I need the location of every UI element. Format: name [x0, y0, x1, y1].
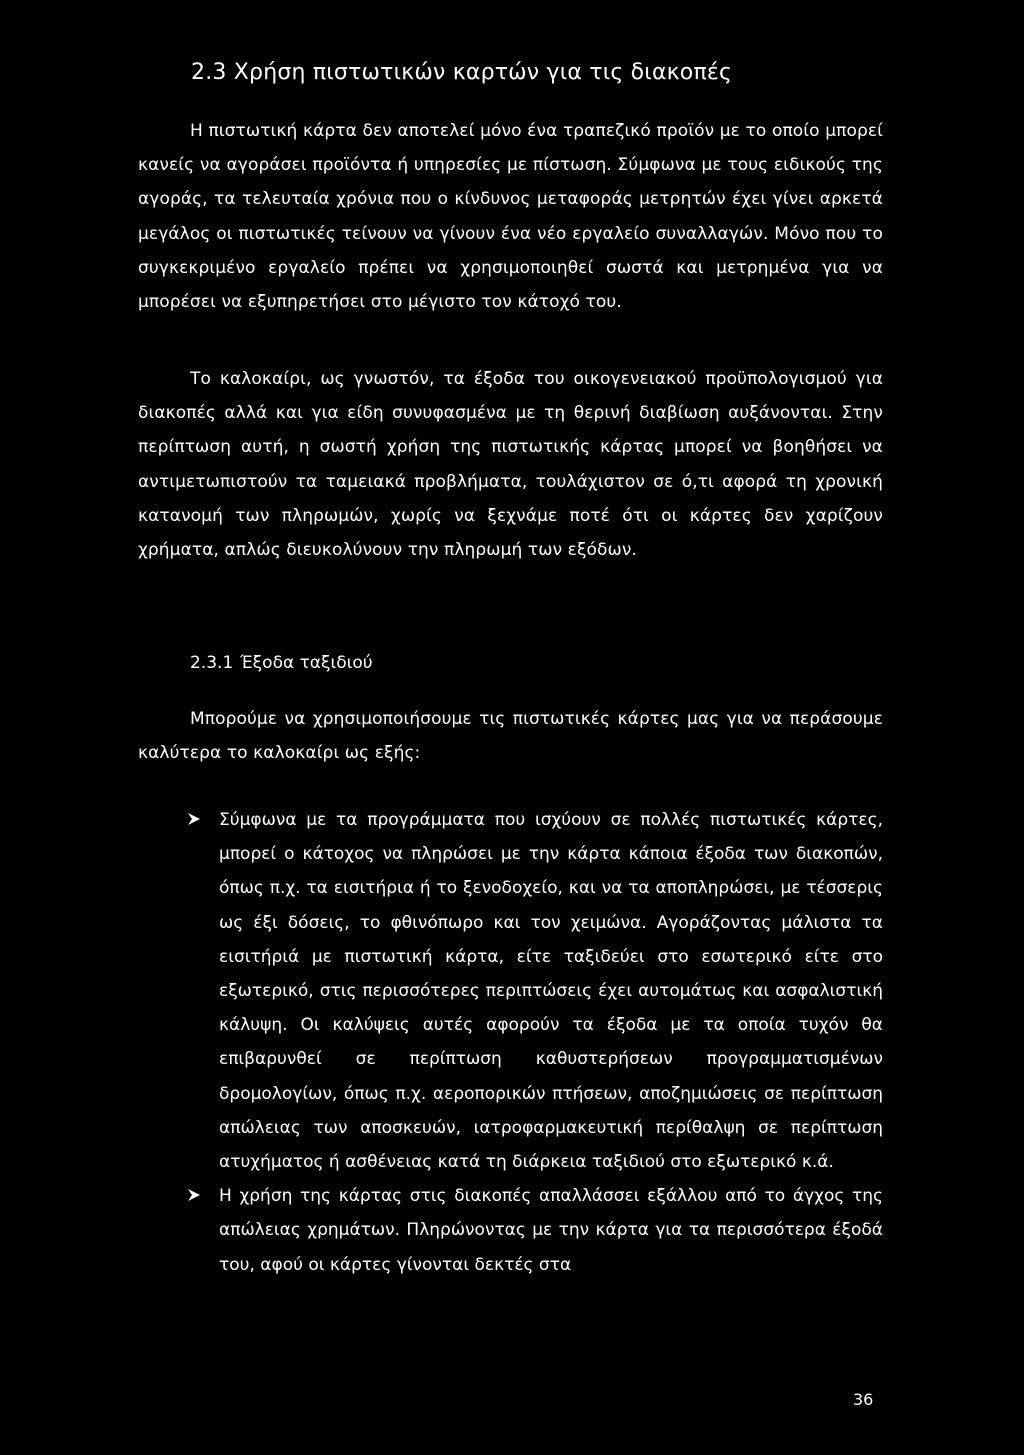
paragraph-how-to-use: Μπορούμε να χρησιμοποιήσουμε τις πιστωτικές κάρτες μας για να περάσουμε καλύτερα το καλοκαίρι ως εξής: [138, 709, 883, 764]
arrowhead-bullet-icon [186, 1179, 206, 1213]
bullet-text: Σύμφωνα με τα προγράμματα που ισχύουν σε πολλές πιστωτικές κάρτες, μπορεί ο κάτοχος να πληρώσει με την κάρτα κάποια έξοδα των διακοπών, όπως π.χ. τα εισιτήρια ή το ξενοδοχείο, και να τα αποπληρώσει, με τέσσερις ως έξι δόσεις, το φθινόπωρο και τον χειμώνα. Αγοράζοντας μάλιστα τα εισιτήριά με πιστωτική κάρτα, είτε ταξιδεύει στο εσωτερικό είτε στο εξωτερικό, στις περισσότερες περιπτώσεις έχει αυτομάτως και ασφαλιστική κάλυψη. Οι καλύψεις αυτές αφορούν τα έξοδα με τα οποία τυχόν θα επιβαρυνθεί σε περίπτωση καθυστερήσεων προγραμματισμένων δρομολογίων, όπως π.χ. αεροπορικών πτήσεων, αποζημιώσεις σε περίπτωση απώλειας των αποσκευών, ιατροφαρμακευτική περίθαλψη σε περίπτωση ατυχήματος ή ασθένειας κατά τη διάρκεια ταξιδιού στο εξωτερικό κ.ά. [219, 810, 883, 1173]
bullet-text: Η χρήση της κάρτας στις διακοπές απαλλάσσει εξάλλου από το άγχος της απώλειας χρημάτων. Πληρώνοντας με την κάρτα για τα περισσότερα έξοδά του, αφού οι κάρτες γίνονται δεκτές στα [219, 1186, 883, 1275]
section-title: 2.3 Χρήση πιστωτικών καρτών για τις διακοπές [191, 60, 733, 85]
subsection-title: Έξοδα ταξιδιού [240, 653, 373, 673]
list-item [186, 803, 883, 1179]
bullet-list [186, 803, 883, 1282]
subsection-number: 2.3.1 [190, 653, 234, 673]
subsection-heading [190, 646, 373, 680]
paragraph-credit-card-intro: Η πιστωτική κάρτα δεν αποτελεί μόνο ένα τραπεζικό προϊόν με το οποίο μπορεί κανείς να αγοράσει προϊόντα ή υπηρεσίες με πίστωση. Σύμφωνα με τους ειδικούς της αγοράς, τα τελευταία χρόνια που ο κίνδυνος μεταφοράς μετρητών έχει γίνει αρκετά μεγάλος οι πιστωτικές τείνουν να γίνουν ένα νέο εργαλείο συναλλαγών. Μόνο που το συγκεκριμένο εργαλείο πρέπει να χρησιμοποιηθεί σωστά και μετρημένα για να μπορέσει να εξυπηρετήσει στο μέγιστο τον κάτοχό του. [138, 121, 883, 313]
list-item [186, 1179, 883, 1282]
paragraph-summer-expenses: Το καλοκαίρι, ως γνωστόν, τα έξοδα του οικογενειακού προϋπολογισμού για διακοπές αλλά και για είδη συνυφασμένα με τη θερινή διαβίωση αυξάνονται. Στην περίπτωση αυτή, η σωστή χρήση της πιστωτικής κάρτας μπορεί να βοηθήσει να αντιμετωπιστούν τα ταμειακά προβλήματα, τουλάχιστον σε ό,τι αφορά τη χρονική κατανομή των πληρωμών, χωρίς να ξεχνάμε ποτέ ότι οι κάρτες δεν χαρίζουν χρήματα, απλώς διευκολύνουν την πληρωμή των εξόδων. [138, 369, 883, 561]
arrowhead-bullet-icon [186, 803, 206, 837]
page-number: 36 [853, 1390, 874, 1409]
